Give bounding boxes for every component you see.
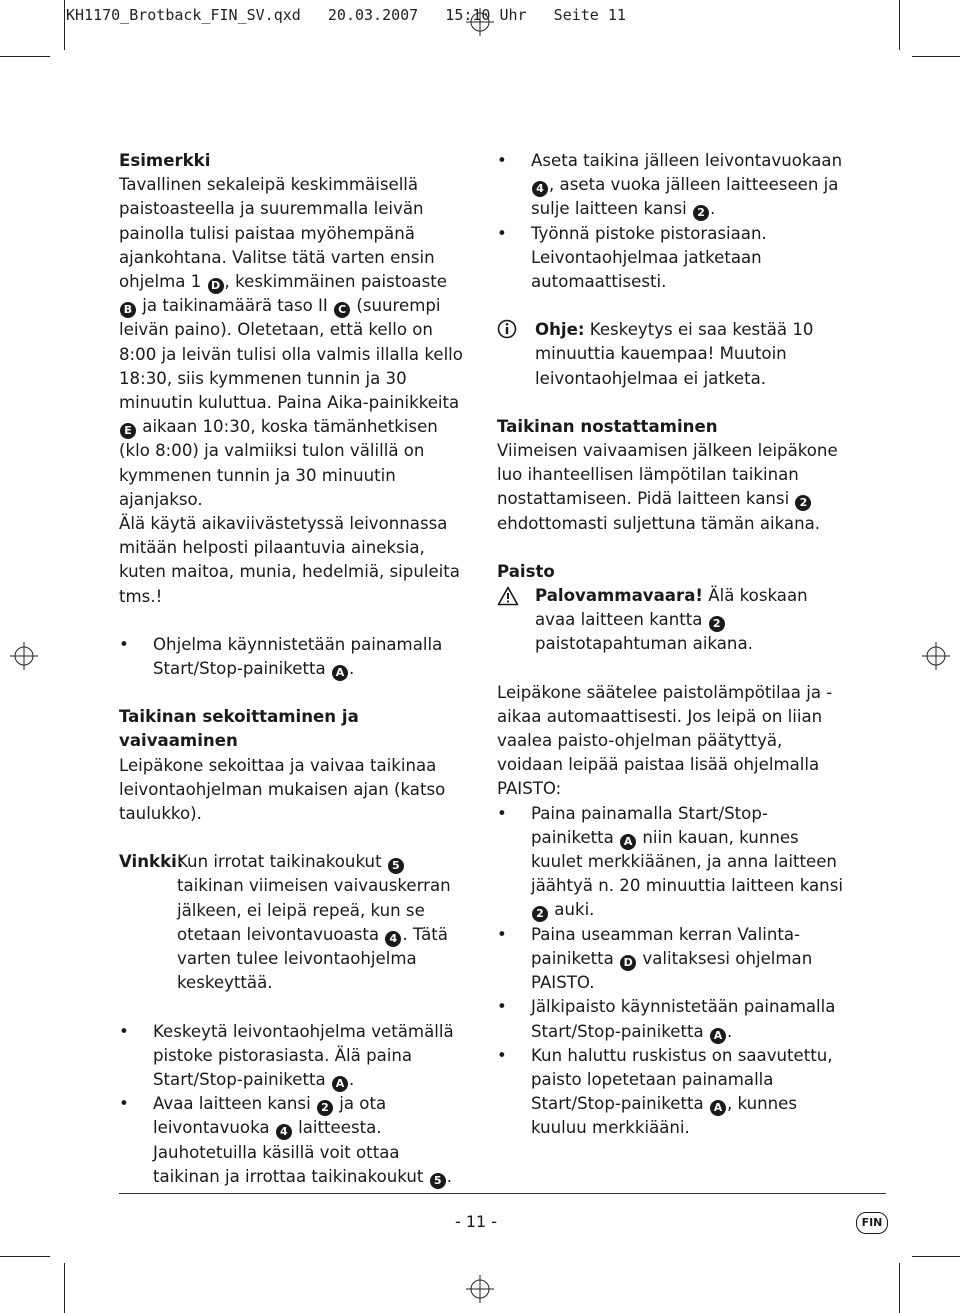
list-item: • Avaa laitteen kansi 2 ja ota leivontavuoka 4 laitteesta. Jauhotetuilla käsillä voit ottaa taikinan ja irrottaa taikinakoukut 5 . xyxy=(119,1092,469,1189)
list-item: • Työnnä pistoke pistorasiaan. Leivontaohjelmaa jatketaan automaattisesti. xyxy=(497,222,847,295)
note-label: Ohje: xyxy=(535,320,585,340)
callout-e-icon: E xyxy=(120,423,136,439)
callout-b-icon: B xyxy=(120,302,136,318)
paragraph-warning: Älä käytä aikaviivästetyssä leivonnassa mitään helposti pilaantuvia aineksia, kuten maitoa, munia, hedelmiä, sipuleita tms.! xyxy=(119,514,460,606)
callout-2-icon: 2 xyxy=(709,616,725,632)
crop-mark xyxy=(899,0,900,50)
callout-a-icon: A xyxy=(332,665,348,681)
warning-block: Palovammavaara! Älä koskaan avaa laitteen kantta 2 paistotapahtuman aikana. xyxy=(497,584,847,657)
heading-baking: Paisto xyxy=(497,561,555,581)
crop-mark xyxy=(0,56,50,57)
right-column xyxy=(497,149,847,1141)
list-item: • Paina painamalla Start/Stop-painiketta A niin kauan, kunnes kuulet merkkiäänen, ja anna laitteen jäähtyä n. 20 minuuttia laitteen kansi 2 auki. xyxy=(497,802,847,923)
callout-d-icon: D xyxy=(208,278,224,294)
warning-label: Palovammavaara! xyxy=(535,586,703,606)
crop-mark xyxy=(64,0,65,50)
paragraph-baking: Leipäkone säätelee paistolämpötilaa ja -aikaa automaattisesti. Jos leipä on liian vaalea paisto-ohjelman päätyttyä, voidaan leipää paistaa lisää ohjelmalla PAISTO: xyxy=(497,682,833,799)
callout-2-icon: 2 xyxy=(795,495,811,511)
heading-rising: Taikinan nostattaminen xyxy=(497,416,718,436)
callout-d-icon: D xyxy=(620,955,636,971)
registration-mark-icon xyxy=(466,8,494,36)
callout-a-icon: A xyxy=(620,834,636,850)
paragraph-kneading: Leipäkone sekoittaa ja vaivaa taikinaa leivontaohjelman mukaisen ajan (katso taulukko). xyxy=(119,755,446,824)
warning-icon xyxy=(497,586,519,606)
crop-mark xyxy=(899,1263,900,1313)
paragraph-example: Tavallinen sekaleipä keskimmäisellä paistoasteella ja suuremmalla leivän painolla tulisi paistaa myöhempänä ajankohtana. Valitse tätä varten ensin ohjelma 1 D , keskimmäinen paistoaste B ja taikinamäärä taso II C (suurempi leivän paino). Oletetaan, että kello on 8:00 ja leivän tulisi olla valmis illalla kello 18:30, siis kymmenen tunnin ja 30 minuutin kuluttua. Paina Aika-painikkeita E aikaan 10:30, koska tämänhetkisen (klo 8:00) ja valmiiksi tulon välillä on kymmenen tunnin ja 30 minuutin ajanjakso. xyxy=(119,175,463,509)
list-item: • Paina useamman kerran Valinta-painiketta D valitaksesi ohjelman PAISTO. xyxy=(497,923,847,996)
info-icon xyxy=(497,318,517,340)
registration-mark-icon xyxy=(10,642,38,670)
list-item: • Keskeytä leivontaohjelma vetämällä pistoke pistorasiasta. Älä paina Start/Stop-painiketta A . xyxy=(119,1020,469,1093)
crop-mark xyxy=(0,1256,50,1257)
heading-example: Esimerkki xyxy=(119,151,211,170)
crop-mark xyxy=(64,1263,65,1313)
tip-block: Vinkki: Kun irrotat taikinakoukut 5 taikinan viimeisen vaivauskerran jälkeen, ei leipä repeä, kun se otetaan leivontavuoasta 4 . Tätä varten tulee leivontaohjelma keskeyttää. xyxy=(119,852,451,993)
callout-a-icon: A xyxy=(710,1100,726,1116)
list-item: • Aseta taikina jälleen leivontavuokaan 4 , aseta vuoka jälleen laitteeseen ja sulje laitteen kansi 2 . xyxy=(497,149,847,222)
list-item: • Jälkipaisto käynnistetään painamalla Start/Stop-painiketta A . xyxy=(497,995,847,1043)
crop-mark xyxy=(912,56,960,57)
paragraph-rising: Viimeisen vaivaamisen jälkeen leipäkone luo ihanteellisen lämpötilan taikinan nostattamiseen. Pidä laitteen kansi 2 ehdottomasti suljettuna tämän aikana. xyxy=(497,441,838,533)
language-badge: FIN xyxy=(856,1212,888,1234)
callout-a-icon: A xyxy=(332,1076,348,1092)
callout-a-icon: A xyxy=(710,1028,726,1044)
heading-kneading: Taikinan sekoittaminen ja vaivaaminen xyxy=(119,707,359,751)
list-item: • Ohjelma käynnistetään painamalla Start/Stop-painiketta A . xyxy=(119,633,469,681)
callout-4-icon: 4 xyxy=(385,931,401,947)
callout-2-icon: 2 xyxy=(317,1100,333,1116)
registration-mark-icon xyxy=(466,1275,494,1303)
callout-4-icon: 4 xyxy=(532,181,548,197)
tip-label: Vinkki: xyxy=(119,852,184,872)
callout-c-icon: C xyxy=(334,302,350,318)
file-header: KH1170_Brotback_FIN_SV.qxd 20.03.2007 15:10 Uhr Seite 11 xyxy=(66,6,626,24)
footer-divider xyxy=(119,1193,886,1194)
callout-4-icon: 4 xyxy=(276,1124,292,1140)
registration-mark-icon xyxy=(922,642,950,670)
left-column xyxy=(119,149,469,1189)
callout-2-icon: 2 xyxy=(532,906,548,922)
crop-mark xyxy=(912,1256,960,1257)
list-item: • Kun haluttu ruskistus on saavutettu, paisto lopetetaan painamalla Start/Stop-painiketta A , kunnes kuuluu merkkiääni. xyxy=(497,1044,847,1141)
callout-2-icon: 2 xyxy=(693,205,709,221)
page-number: - 11 - xyxy=(455,1212,498,1231)
callout-5-icon: 5 xyxy=(388,858,404,874)
note-block: Ohje: Keskeytys ei saa kestää 10 minuuttia kauempaa! Muutoin leivontaohjelmaa ei jatketa. xyxy=(497,318,847,391)
callout-5-icon: 5 xyxy=(430,1173,446,1189)
